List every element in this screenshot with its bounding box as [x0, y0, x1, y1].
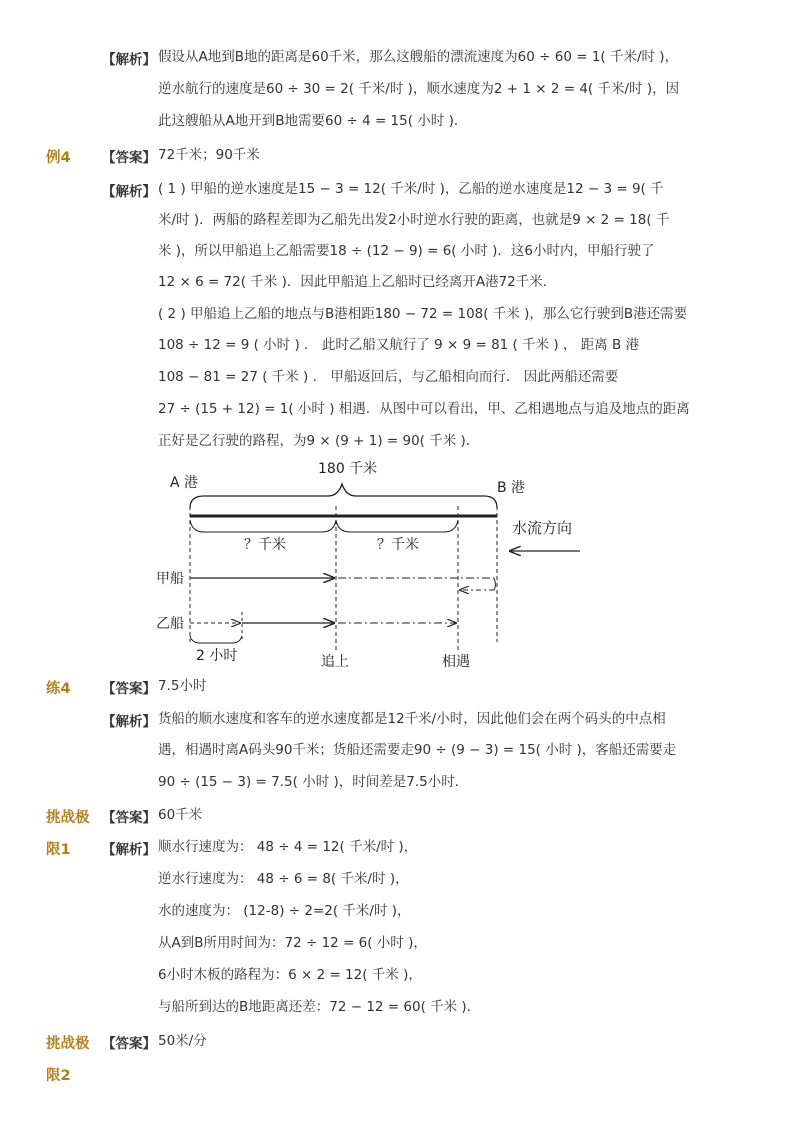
analysis-line: 遇，相遇时离A码头90千米；货船还需要走90 ÷ (9 − 3) = 15( 小时 )，客船还需要走: [158, 742, 677, 758]
unknown-label-1: ？千米: [244, 537, 286, 553]
two-hours-label: 2 小时: [196, 648, 238, 664]
analysis-line: 从A到B所用时间为：72 ÷ 12 = 6( 小时 )，: [158, 935, 427, 951]
analysis-line: 90 ÷ (15 − 3) = 7.5( 小时 )，时间差是7.5小时．: [158, 774, 469, 790]
answer-label: 【答案】: [102, 150, 156, 166]
practice-tag: 练4: [46, 681, 71, 697]
top-brace: [190, 484, 497, 508]
analysis-line: 108 − 81 = 27 ( 千米 ) ． 甲船返回后，与乙船相向而行． 因此两船还需要: [158, 369, 619, 385]
challenge-tag: 挑战极: [46, 1036, 90, 1052]
answer-text: 60千米: [158, 807, 203, 823]
answer-label: 【答案】: [102, 1036, 156, 1052]
analysis-label: 【解析】: [102, 52, 156, 68]
analysis-label: 【解析】: [102, 842, 156, 858]
boat-yi-label: 乙船: [156, 616, 184, 632]
example-tag: 例4: [46, 150, 71, 166]
analysis-label: 【解析】: [102, 714, 156, 730]
water-direction-label: 水流方向: [512, 519, 573, 537]
answer-text: 72千米；90千米: [158, 147, 260, 163]
total-distance-label: 180 千米: [318, 461, 378, 477]
analysis-line: 27 ÷ (15 + 12) = 1( 小时 ) 相遇．从图中可以看出，甲、乙相遇地点与追及地点的距离: [158, 401, 690, 417]
analysis-line: 此这艘船从A地开到B地需要60 ÷ 4 = 15( 小时 )．: [158, 113, 468, 129]
analysis-line: 逆水航行的速度是60 ÷ 30 = 2( 千米/时 )，顺水速度为2 + 1 × 2 = 4( 千米/时 )，因: [158, 81, 680, 97]
jia-return: [494, 578, 496, 590]
analysis-line: 12 × 6 = 72( 千米 )．因此甲船追上乙船时已经离开A港72千米．: [158, 274, 557, 290]
analysis-line: 米/时 )．两船的路程差即为乙船先出发2小时逆水行驶的距离，也就是9 × 2 = 18( 千: [158, 212, 670, 228]
meet-label: 相遇: [442, 654, 470, 670]
analysis-line: 6小时木板的路程为：6 × 2 = 12( 千米 )，: [158, 967, 422, 983]
limit-tag: 限1: [46, 842, 71, 858]
b-port-label: B 港: [497, 480, 526, 496]
analysis-line: 逆水行速度为： 48 ÷ 6 = 8( 千米/时 )，: [158, 871, 409, 887]
two-hours-brace: [190, 636, 242, 643]
analysis-line: ( 2 ) 甲船追上乙船的地点与B港相距180 − 72 = 108( 千米 )，那么它行驶到B港还需要: [158, 306, 688, 322]
analysis-line: 米 )，所以甲船追上乙船需要18 ÷ (12 − 9) = 6( 小时 )．这6小时内，甲船行驶了: [158, 243, 655, 259]
unknown-brace-1: [190, 520, 336, 532]
challenge-tag: 挑战极: [46, 810, 90, 826]
analysis-line: 水的速度为： (12-8) ÷ 2=2( 千米/时 )，: [158, 903, 411, 919]
analysis-line: 正好是乙行驶的路程，为9 × (9 + 1) = 90( 千米 )．: [158, 433, 480, 449]
analysis-line: ( 1 ) 甲船的逆水速度是15 − 3 = 12( 千米/时 )，乙船的逆水速度是12 − 3 = 9( 千: [158, 181, 664, 197]
a-port-label: A 港: [170, 475, 199, 491]
boat-diagram: [0, 455, 800, 675]
analysis-line: 顺水行速度为： 48 ÷ 4 = 12( 千米/时 )，: [158, 839, 418, 855]
analysis-line: 108 ÷ 12 = 9 ( 小时 ) ． 此时乙船又航行了 9 × 9 = 81 ( 千米 ) ， 距离 B 港: [158, 337, 640, 353]
unknown-brace-2: [336, 520, 458, 532]
catch-up-label: 追上: [321, 654, 349, 670]
answer-text: 50米/分: [158, 1033, 207, 1049]
analysis-label: 【解析】: [102, 184, 156, 200]
answer-text: 7.5小时: [158, 678, 207, 694]
analysis-line: 假设从A地到B地的距离是60千米，那么这艘船的漂流速度为60 ÷ 60 = 1( 千米/时 )，: [158, 49, 679, 65]
limit-tag: 限2: [46, 1068, 71, 1084]
unknown-label-2: ？千米: [377, 537, 419, 553]
boat-jia-label: 甲船: [156, 571, 184, 587]
answer-label: 【答案】: [102, 681, 156, 697]
analysis-line: 与船所到达的B地距离还差：72 − 12 = 60( 千米 )．: [158, 999, 481, 1015]
answer-label: 【答案】: [102, 810, 156, 826]
analysis-line: 货船的顺水速度和客车的逆水速度都是12千米/小时，因此他们会在两个码头的中点相: [158, 711, 666, 727]
